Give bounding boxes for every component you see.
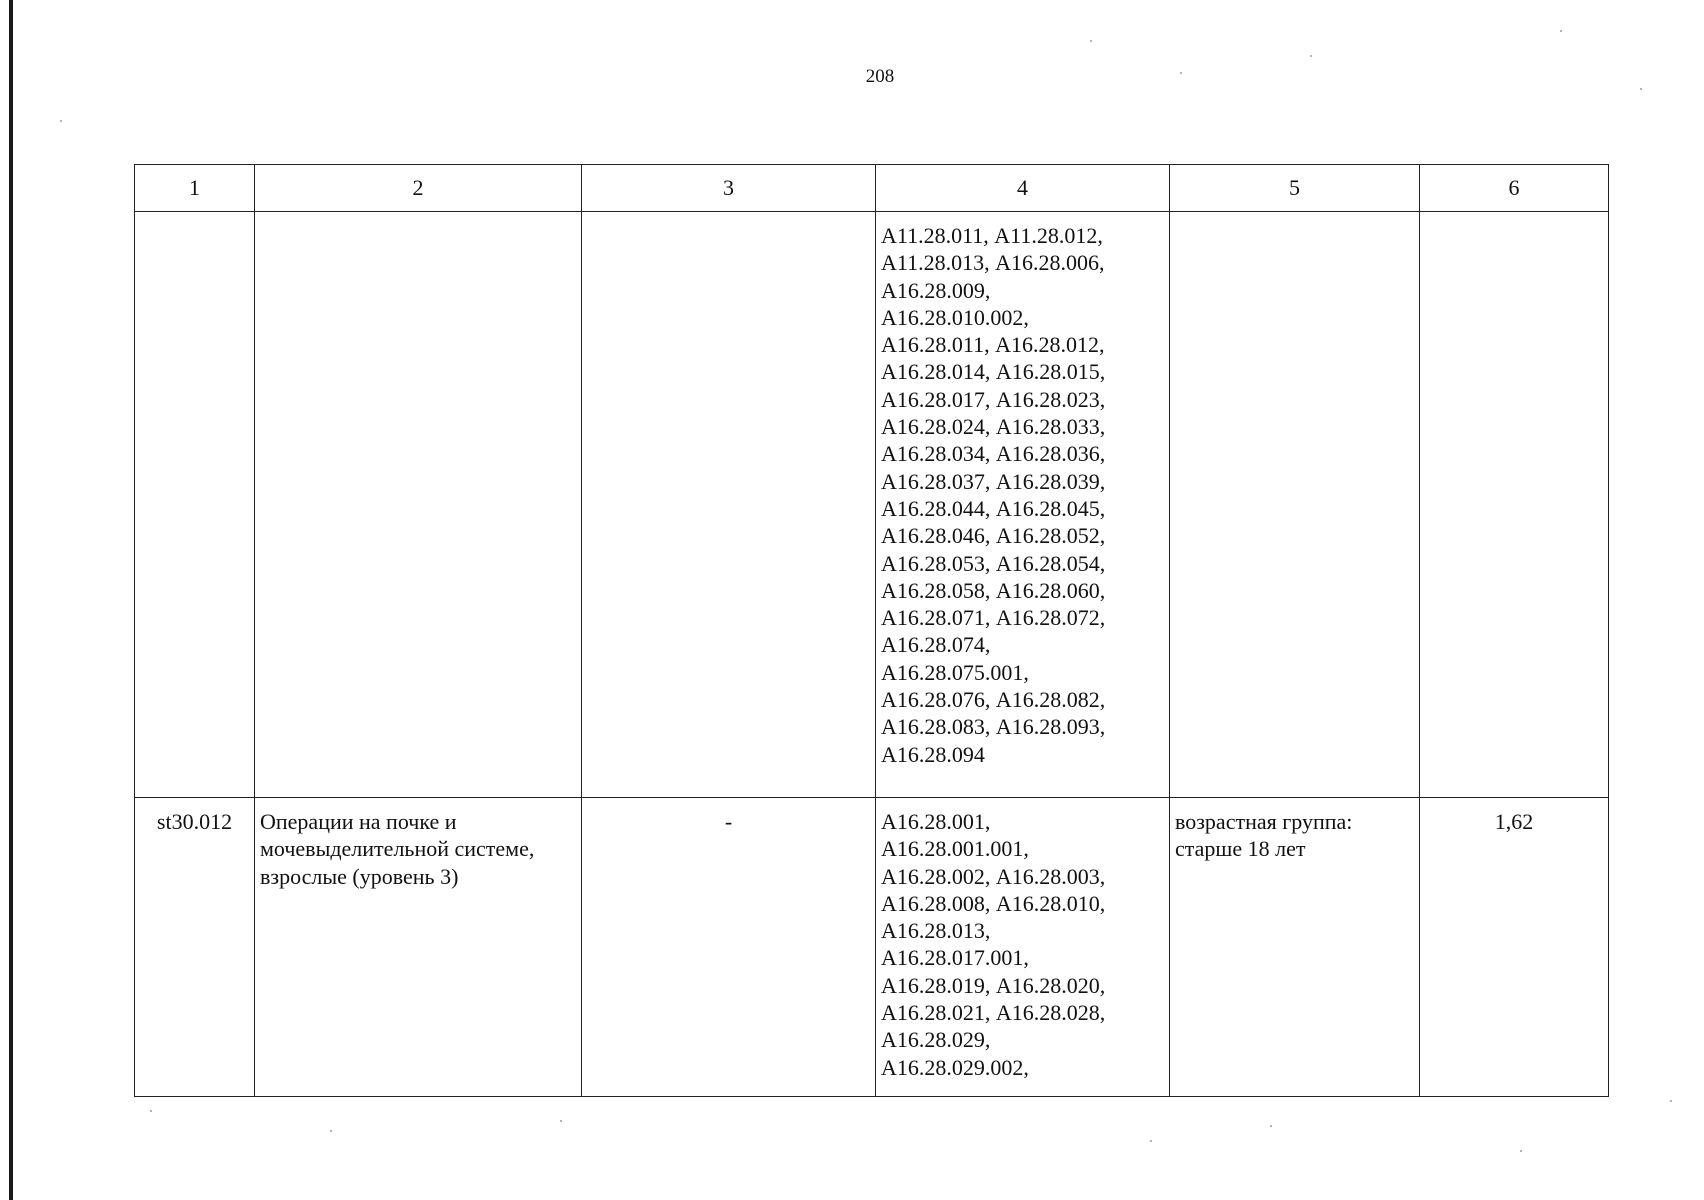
cell-criteria: возрастная группа: старше 18 лет [1170,798,1420,1097]
scan-speck [1520,1150,1522,1152]
scan-speck [60,120,62,122]
scan-speck [150,1110,152,1112]
scan-speck [1670,1100,1672,1102]
cell-coefficient: 1,62 [1420,798,1609,1097]
cell-code: st30.012 [135,798,255,1097]
scan-speck [1310,55,1312,57]
column-header-2: 2 [255,165,582,212]
column-header-5: 5 [1170,165,1420,212]
column-header-1: 1 [135,165,255,212]
scan-speck [330,1130,332,1132]
cell-dash: - [582,798,876,1097]
column-header-6: 6 [1420,165,1609,212]
scan-speck [1560,30,1562,32]
cell-code [135,212,255,798]
scan-speck [1090,40,1092,42]
cell-service-codes: А11.28.011, А11.28.012, А11.28.013, А16.28.006, А16.28.009, А16.28.010.002, А16.28.011, А16.28.012, А16.28.014, А16.28.015, А16.28.017, А16.28.023, А16.28.024, А16.28.033, А16.28.034, А16.28.036, А16.28.037, А16.28.039, А16.28.044, А16.28.045, А16.28.046, А16.28.052, А16.28.053, А16.28.054, А16.28.058, А16.28.060, А16.28.071, А16.28.072, А16.28.074, А16.28.075.001, А16.28.076, А16.28.082, А16.28.083, А16.28.093, А16.28.094 [876,212,1170,798]
table-row [135,798,1609,1097]
scan-speck [1640,88,1642,90]
scan-speck [560,1120,562,1122]
tariff-table [134,164,1609,1097]
cell-coefficient [1420,212,1609,798]
cell-name [255,212,582,798]
cell-service-codes: А16.28.001, А16.28.001.001, А16.28.002, А16.28.003, А16.28.008, А16.28.010, А16.28.013, А16.28.017.001, А16.28.019, А16.28.020, А16.28.021, А16.28.028, А16.28.029, А16.28.029.002, [876,798,1170,1097]
scan-speck [1150,1140,1152,1142]
scan-speck [1180,72,1182,74]
column-header-3: 3 [582,165,876,212]
cell-criteria [1170,212,1420,798]
scan-speck [1270,1125,1272,1127]
scan-left-edge [9,0,13,1200]
column-header-4: 4 [876,165,1170,212]
cell-dash [582,212,876,798]
page-number: 208 [865,66,895,87]
table-row [135,212,1609,798]
table-header-row [135,165,1609,212]
cell-name: Операции на почке и мочевыделительной системе, взрослые (уровень 3) [255,798,582,1097]
